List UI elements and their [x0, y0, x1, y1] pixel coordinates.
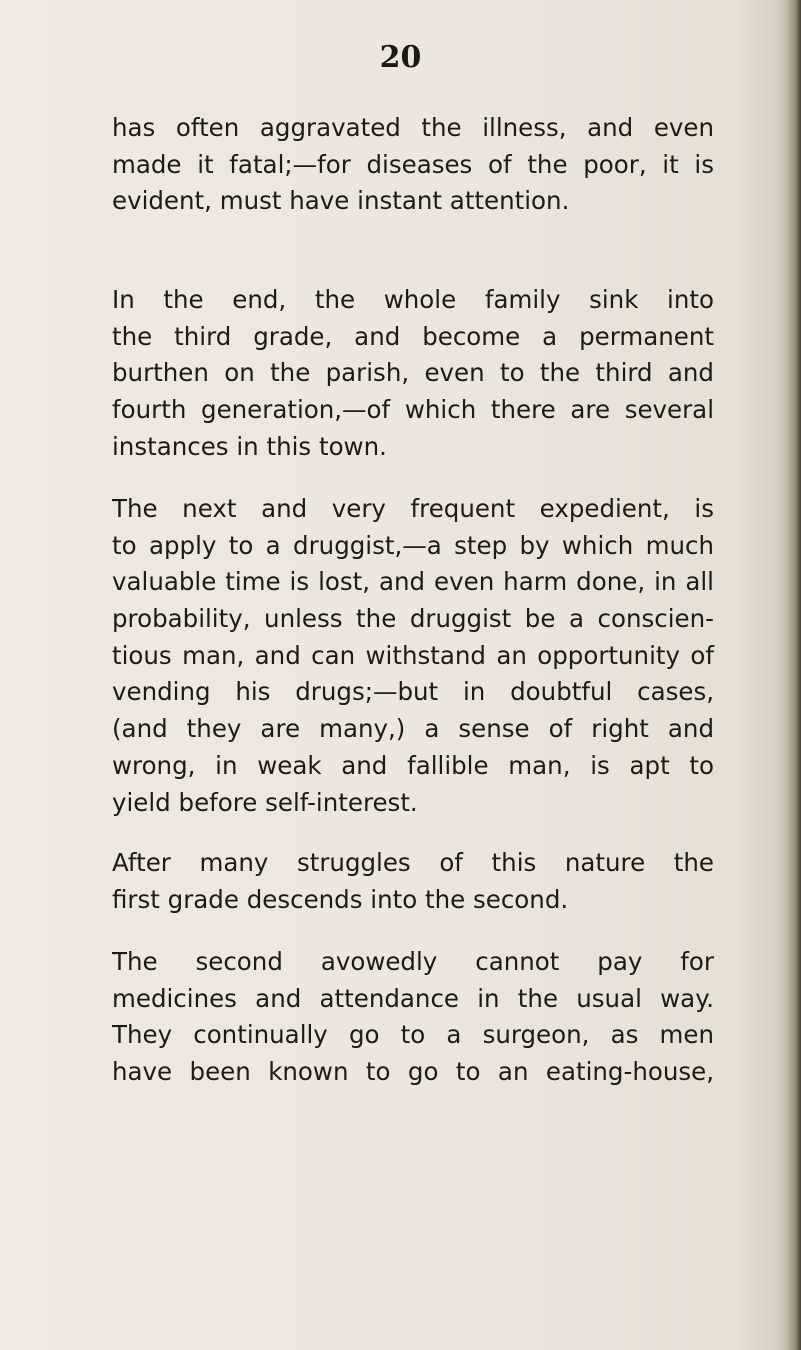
text-line: has often aggravated the illness, and even — [112, 113, 714, 142]
text-line: medicines and attendance in the usual way. — [112, 983, 714, 1013]
paragraph-4 — [112, 845, 714, 918]
text-line: wrong, in weak and fallible man, is apt to — [112, 750, 714, 780]
text-line: to apply to a druggist,—a step by which much — [112, 530, 714, 560]
text-line: valuable time is lost, and even harm done, in all — [112, 567, 714, 597]
text-line: have been known to go to an eating-house, — [112, 1057, 714, 1087]
text-line: first grade descends into the second. — [112, 884, 569, 914]
text-line: They continually go to a surgeon, as men — [112, 1020, 714, 1050]
text-line: instances in this town. — [112, 431, 387, 461]
text-line: The next and very frequent expedient, is — [112, 494, 714, 523]
paragraph-3 — [112, 491, 714, 821]
text-line: the third grade, and become a permanent — [112, 321, 714, 351]
text-line: (and they are many,) a sense of right and — [112, 714, 714, 744]
text-line: probability, unless the druggist be a conscien- — [112, 604, 714, 634]
text-line: yield before self-interest. — [112, 787, 418, 817]
text-line: tious man, and can withstand an opportunity of — [112, 640, 714, 670]
text-line: evident, must have instant attention. — [112, 186, 570, 216]
text-line: burthen on the parish, even to the third and — [112, 358, 714, 388]
text-line: After many struggles of this nature the — [112, 848, 714, 877]
text-line: made it fatal;—for diseases of the poor, it is — [112, 149, 714, 179]
text-line: vending his drugs;—but in doubtful cases, — [112, 677, 714, 707]
paragraph-2 — [112, 282, 714, 465]
page-edge-shadow — [787, 0, 801, 1350]
paragraph-5 — [112, 944, 714, 1091]
text-line: In the end, the whole family sink into — [112, 285, 714, 314]
paragraph-1 — [112, 110, 714, 220]
text-line: fourth generation,—of which there are several — [112, 395, 714, 425]
page-number: 20 — [379, 40, 422, 75]
text-line: The second avowedly cannot pay for — [112, 947, 714, 976]
